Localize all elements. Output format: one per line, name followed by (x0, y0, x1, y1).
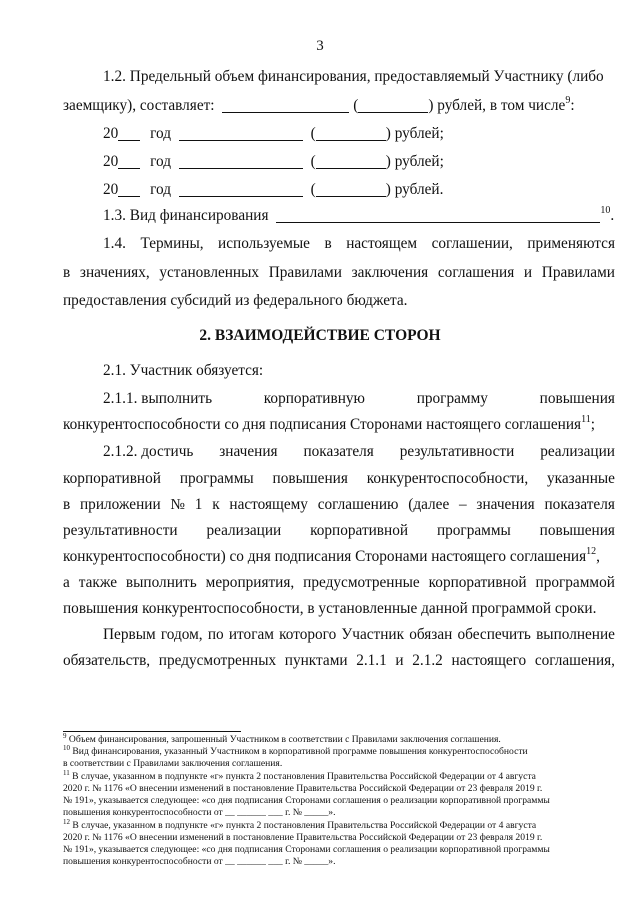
s12-year-row-1: 20 год ( ) рублей; (103, 125, 444, 142)
s212-line2: корпоративной программы повышения конкурентоспособности, указанные (63, 470, 615, 487)
footnote-12-line3: № 191», указывается следующее: «со дня подписания Сторонами соглашения о реализации корпоративной программы (63, 844, 550, 855)
footnote-12-line2: 2020 г. № 1176 «О внесении изменений в постановление Правительства Российской Федерации от 23 февраля 2019 г. (63, 832, 543, 843)
s21-line: 2.1. Участник обязуется: (103, 362, 264, 379)
s14-line2: в значениях, установленных Правилами заключения соглашения и Правилами (63, 264, 615, 281)
s212-line6: а также выполнить мероприятия, предусмотренные корпоративной программой (63, 574, 615, 591)
last-para-line1: Первым годом, по итогам которого Участник обязан обеспечить выполнение (103, 626, 615, 643)
s211-line1: 2.1.1. выполнить корпоративную программу повышения (103, 390, 615, 407)
footnote-ref-10: 10 (600, 205, 611, 216)
footnote-9: $^9$ Объем финансирования, запрошенный Участником в соответствии с Правилами заключения соглашения. (63, 732, 501, 745)
footnote-separator (63, 731, 241, 732)
s212-line3: в приложении № 1 к настоящему соглашению (далее – значения показателя (63, 496, 615, 513)
footnote-12-line4: повышения конкурентоспособности от __ ______ ___ г. № _____». (63, 856, 336, 867)
s211-line2: конкурентоспособности со дня подписания Сторонами настоящего соглашения$^{11}$; (63, 414, 595, 433)
footnote-ref-11: 11 (581, 414, 591, 425)
s13-line: 1.3. Вид финансирования $^{10}$. (103, 205, 615, 224)
s12-year-row-3: 20 год ( ) рублей. (103, 181, 444, 198)
footnote-11-line1: $^{11}$ В случае, указанном в подпункте «г» пункта 2 постановления Правительства Российской Федерации от 4 августа (63, 769, 536, 782)
s12-year-row-2: 20 год ( ) рублей; (103, 153, 444, 170)
s12-line1: 1.2. Предельный объем финансирования, предоставляемый Участнику (либо (103, 68, 604, 85)
section-heading: 2. ВЗАИМОДЕЙСТВИЕ СТОРОН (199, 327, 441, 344)
s212-line7: повышения конкурентоспособности, в установленные данной программой сроки. (63, 600, 597, 617)
s212-line5: конкурентоспособности) со дня подписания Сторонами настоящего соглашения$^{12}$, (63, 546, 600, 565)
s14-line1: 1.4. Термины, используемые в настоящем соглашении, применяются (103, 235, 615, 252)
footnote-11-line2: 2020 г. № 1176 «О внесении изменений в постановление Правительства Российской Федерации от 23 февраля 2019 г. (63, 783, 543, 794)
footnote-10-line1: $^{10}$ Вид финансирования, указанный Участником в корпоративной программе повышения конкурентоспособности (63, 744, 528, 757)
footnote-10-line2: в соответствии с Правилами заключения соглашения. (63, 758, 283, 769)
s14-line3: предоставления субсидий из федерального бюджета. (63, 292, 408, 309)
page-number: 3 (316, 38, 324, 54)
footnote-ref-12: 12 (586, 546, 597, 557)
s12-line2: заемщику), составляет: ( ) рублей, в том числе$^9$: (63, 95, 575, 114)
footnote-ref-9: 9 (565, 95, 571, 106)
s212-line1: 2.1.2. достичь значения показателя результативности реализации (103, 443, 615, 460)
footnote-12-line1: $^{12}$ В случае, указанном в подпункте «г» пункта 2 постановления Правительства Российской Федерации от 4 августа (63, 818, 537, 831)
s212-line4: результативности реализации корпоративной программы повышения (63, 522, 615, 539)
footnote-11-line3: № 191», указывается следующее: «со дня подписания Сторонами соглашения о реализации корпоративной программы (63, 795, 550, 806)
last-para-line2: обязательств, предусмотренных пунктами 2.1.1 и 2.1.2 настоящего соглашения, (63, 652, 615, 669)
footnote-11-line4: повышения конкурентоспособности от __ ______ ___ г. № _____». (63, 807, 336, 818)
